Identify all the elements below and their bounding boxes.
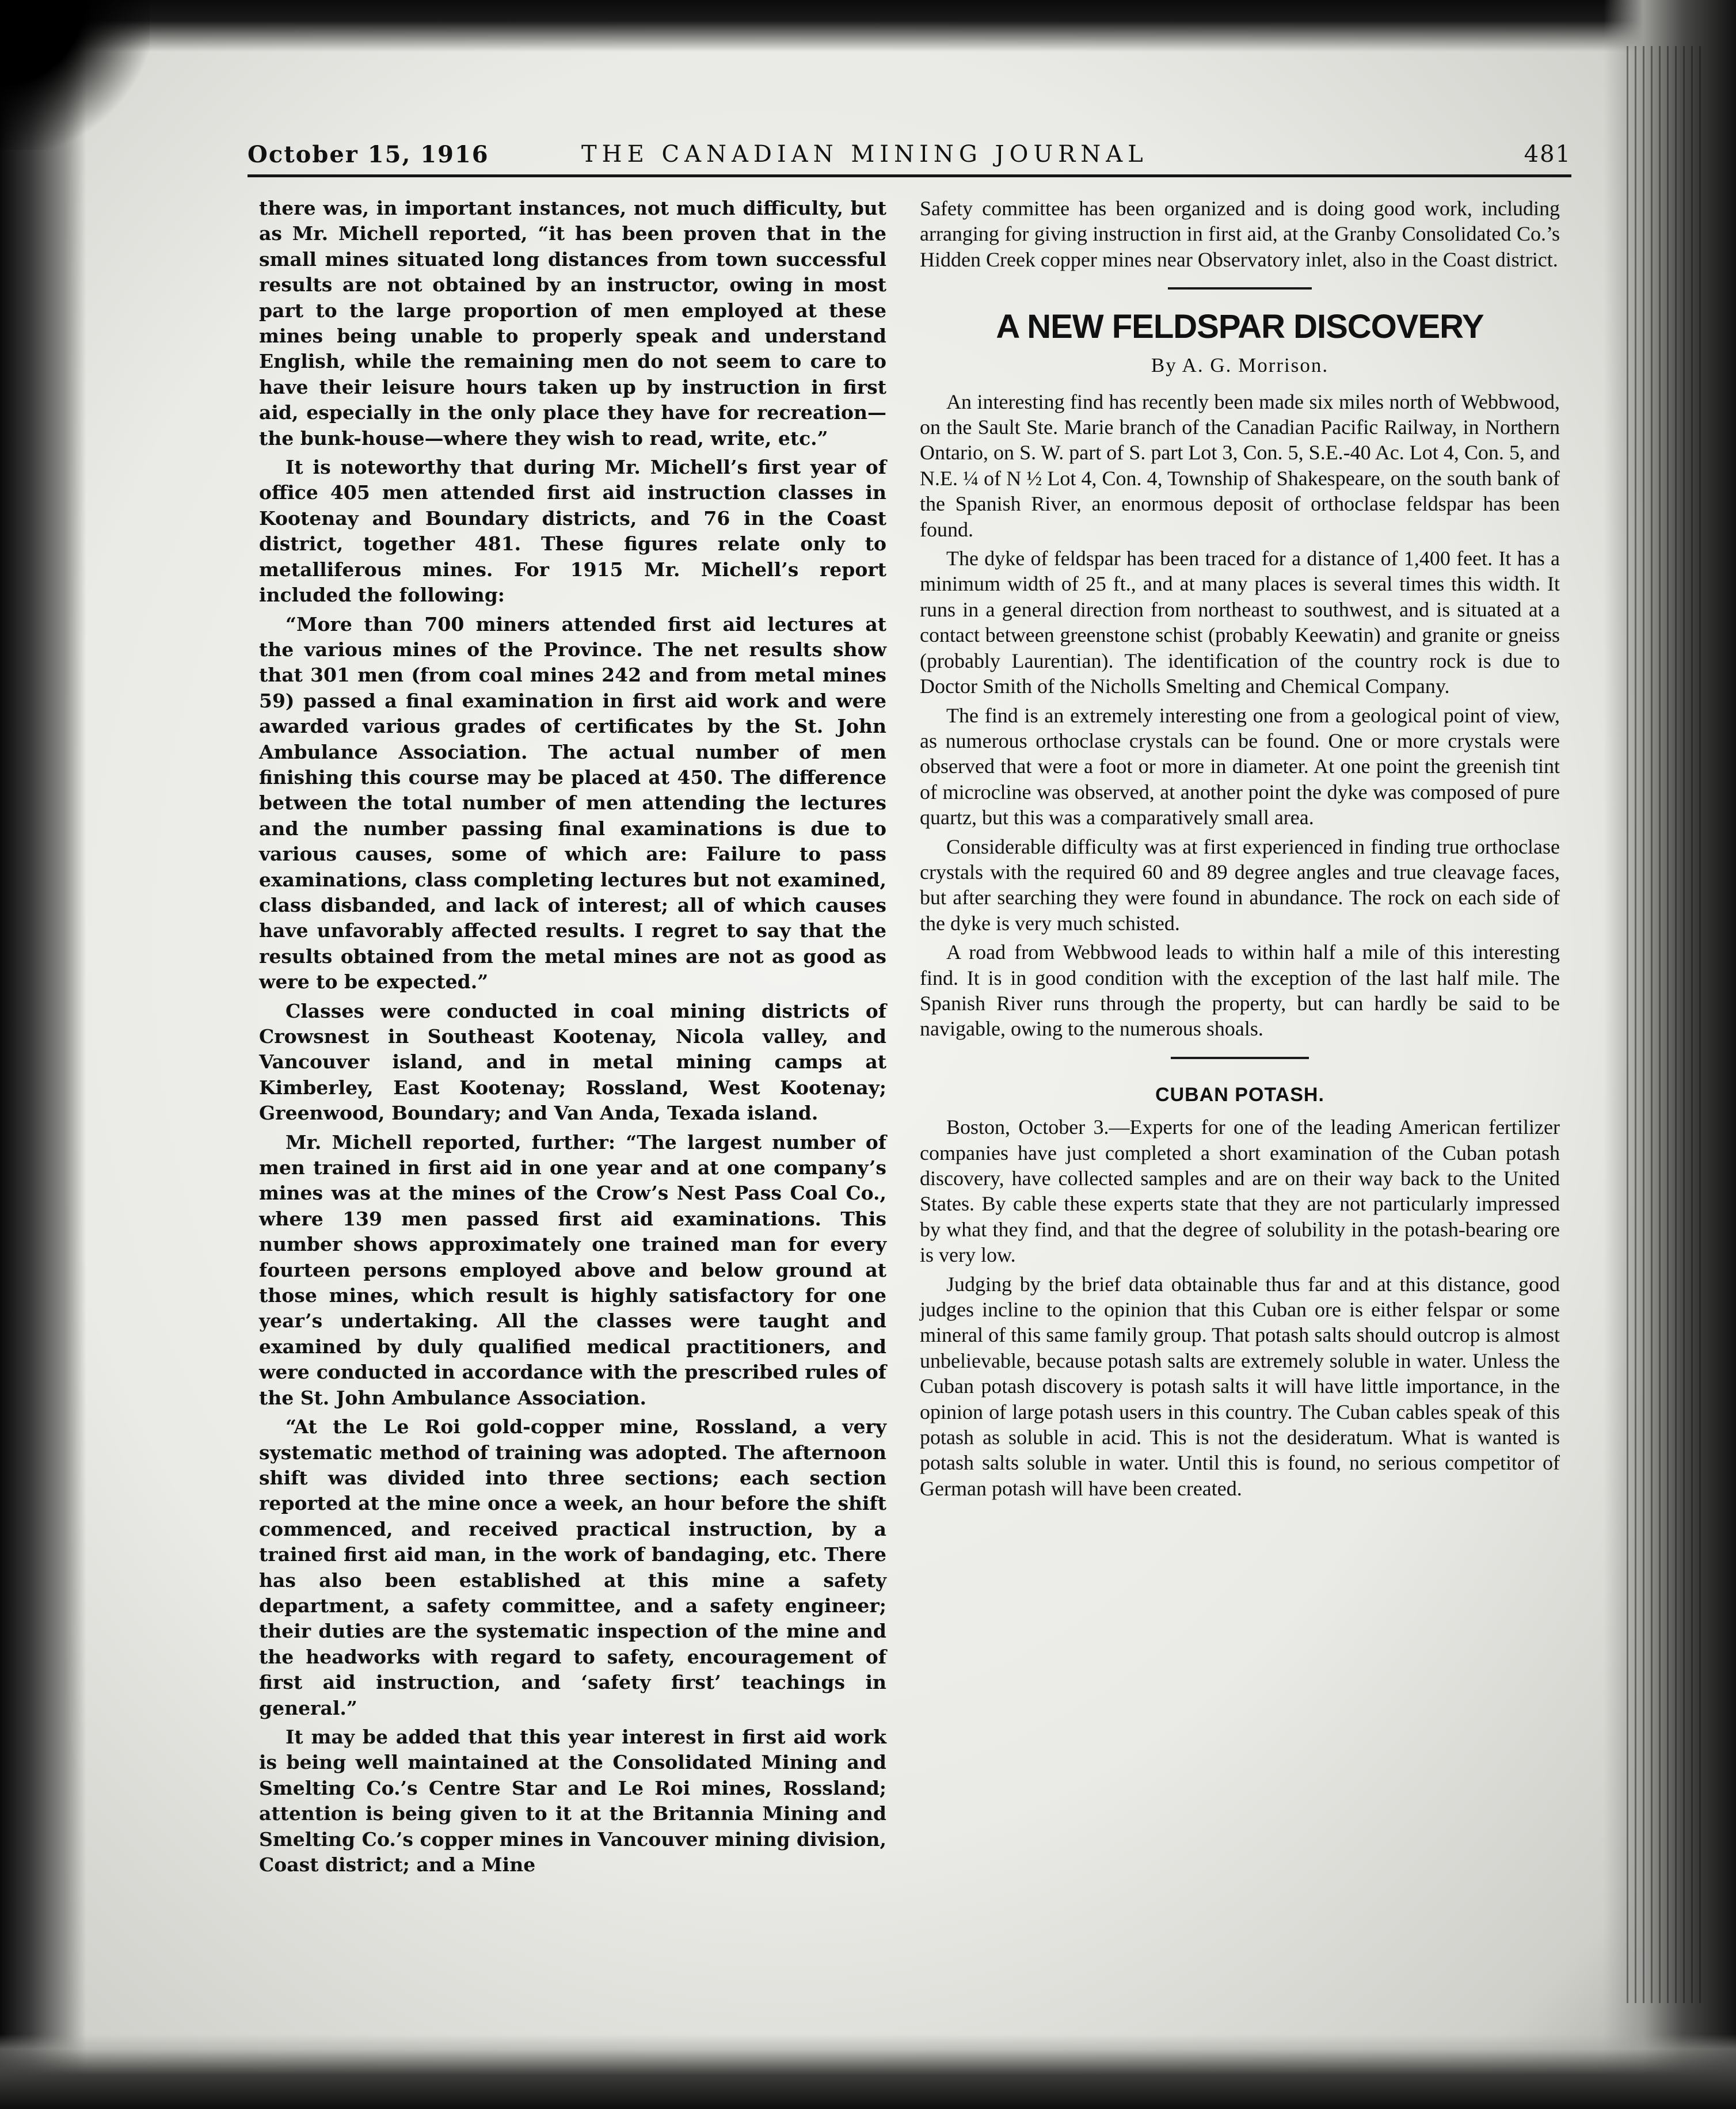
page-stack-lines — [1627, 46, 1707, 2003]
section-divider — [1168, 287, 1312, 290]
paragraph: An interesting find has recently been made six miles north of Webbwood, on the Sault Ste. Marie branch of the Canadian Pacific Railway, in Northern Ontario, on S. W. part of S. part Lot 3, Con. 5, S.E.-40 Ac. Lot 4, Con. 5, and N.E. ¼ of N ½ Lot 4, Con. 4, Township of Shakespeare, on the south bank of the Spanish River, an enormous deposit of orthoclase feldspar has been found. — [920, 390, 1560, 541]
running-header — [248, 141, 1571, 176]
paragraph: A road from Webbwood leads to within half a mile of this interesting find. It is in good condition with the exception of the last half mile. The Spanish River runs through the property, but can hardly be said to be navigable, owing to the numerous shoals. — [920, 941, 1560, 1041]
continued-paragraph: Safety committee has been organized and is doing good work, including arranging for giving instruction in first aid, at the Granby Consolidated Co.’s Hidden Creek copper mines near Observatory inlet, also in the Coast district. — [920, 197, 1560, 271]
paragraph: Judging by the brief data obtainable thus far and at this distance, good judges incline to the opinion that this Cuban ore is either felspar or some mineral of this same family group. That potash salts should outcrop is almost unbelievable, because potash salts are extremely soluble in water. Unless the Cuban potash discovery is potash salts it will have little importance, in the opinion of large potash users in this country. The Cuban cables speak of this potash as soluble in acid. This is not the desideratum. What is wanted is potash salts soluble in water. Until this is found, no serious competitor of German potash will have been created. — [920, 1272, 1560, 1500]
left-column — [259, 196, 886, 1881]
potash-headline: CUBAN POTASH. — [1155, 1083, 1324, 1106]
paragraph: Classes were conducted in coal mining districts of Crowsnest in Southeast Kootenay, Nicola valley, and Vancouver island, and in metal mining camps at Kimberley, East Kootenay; Rossland, West Kootenay; Greenwood, Boundary; and Van Anda, Texada island. — [259, 999, 886, 1125]
book-gutter-shadow — [0, 0, 86, 2109]
feldspar-byline: By A. G. Morrison. — [1151, 354, 1329, 377]
header-rule — [248, 174, 1571, 177]
paragraph: “At the Le Roi gold-copper mine, Rossland, a very systematic method of training was adopted. The afternoon shift was divided into three sections; each section reported at the mine once a week, an hour before the shift commenced, and received practical instruction, by a trained first aid man, in the work of bandaging, etc. There has also been established at this mine a safety department, a safety committee, and a safety engineer; their duties are the systematic inspection of the mine and the headworks with regard to safety, encouragement of first aid instruction, and ‘safety first’ teachings in general.” — [259, 1415, 886, 1719]
paragraph: It may be added that this year interest in first aid work is being well maintained at the Consolidated Mining and Smelting Co.’s Centre Star and Le Roi mines, Rossland; attention is being given to it at the Britannia Mining and Smelting Co.’s copper mines in Vancouver mining division, Coast district; and a Mine — [259, 1725, 886, 1876]
paragraph: Considerable difficulty was at first experienced in finding true orthoclase crystals with the required 60 and 89 degree angles and true cleavage faces, but after searching they were found in abundance. The rock on each side of the dyke is very much schisted. — [920, 835, 1560, 935]
issue-date: October 15, 1916 — [248, 141, 489, 168]
journal-page — [248, 135, 1571, 2000]
paragraph: there was, in important instances, not much difficulty, but as Mr. Michell reported, “it has been proven that in the small mines situated long distances from town successful results are not obtained by an instructor, owing in most part to the large proportion of men employed at these mines being unable to properly speak and understand English, while the remaining men do not seem to care to have their leisure hours taken up by instruction in first aid, especially in the only place they have for recreation—the bunk-house—where they wish to read, write, etc.” — [259, 197, 886, 450]
journal-title: THE CANADIAN MINING JOURNAL — [581, 141, 1148, 167]
paragraph: The find is an extremely interesting one from a geological point of view, as numerous orthoclase crystals can be found. One or more crystals were observed that were a foot or more in diameter. At one point the greenish tint of microcline was observed, at another point the dyke was composed of pure quartz, but this was a comparatively small area. — [920, 703, 1560, 829]
paragraph: Boston, October 3.—Experts for one of the leading American fertilizer companies have just completed a short examination of the Cuban potash discovery, have collected samples and are on their way back to the United States. By cable these experts state that they are not particularly impressed by what they find, and that the degree of solubility in the potash-bearing ore is very low. — [920, 1116, 1560, 1267]
section-divider — [1171, 1057, 1309, 1059]
paragraph: It is noteworthy that during Mr. Michell’s first year of office 405 men attended first aid instruction classes in Kootenay and Boundary districts, and 76 in the Coast district, together 481. These figures relate only to metalliferous mines. For 1915 Mr. Michell’s report included the following: — [259, 456, 886, 607]
feldspar-headline: A NEW FELDSPAR DISCOVERY — [996, 308, 1484, 346]
paragraph: The dyke of feldspar has been traced for a distance of 1,400 feet. It has a minimum width of 25 ft., and at many places is several times this width. It runs in a general direction from northeast to southwest, and is situated at a contact between greenstone schist (probably Keewatin) and granite or gneiss (probably Laurentian). The identification of the country rock is due to Doctor Smith of the Nicholls Smelting and Chemical Company. — [920, 547, 1560, 698]
page-number: 481 — [1524, 141, 1571, 167]
right-column — [920, 196, 1560, 1505]
paragraph: Mr. Michell reported, further: “The largest number of men trained in first aid in one year and at one company’s mines was at the mines of the Crow’s Nest Pass Coal Co., where 139 men passed first aid examinations. This number shows approximately one trained man for every fourteen persons employed above and below ground at those mines, which result is highly satisfactory for one year’s undertaking. All the classes were taught and examined by duly qualified medical practitioners, and were conducted in accordance with the prescribed rules of the St. John Ambulance Association. — [259, 1130, 886, 1409]
top-scan-edge — [0, 0, 1736, 52]
bottom-scan-edge — [0, 2034, 1736, 2109]
paragraph: “More than 700 miners attended first aid lectures at the various mines of the Province. The net results show that 301 men (from coal mines 242 and from metal mines 59) passed a final examination in first aid work and were awarded various grades of certificates by the St. John Ambulance Association. The actual number of men finishing this course may be placed at 450. The difference between the total number of men attending the lectures and the number passing final examinations is due to various causes, some of which are: Failure to pass examinations, class completing lectures but not examined, class disbanded, and lack of interest; all of which causes have unfavorably affected results. I regret to say that the results obtained from the metal mines are not as good as were to be expected.” — [259, 612, 886, 993]
corner-shadow — [0, 0, 150, 150]
